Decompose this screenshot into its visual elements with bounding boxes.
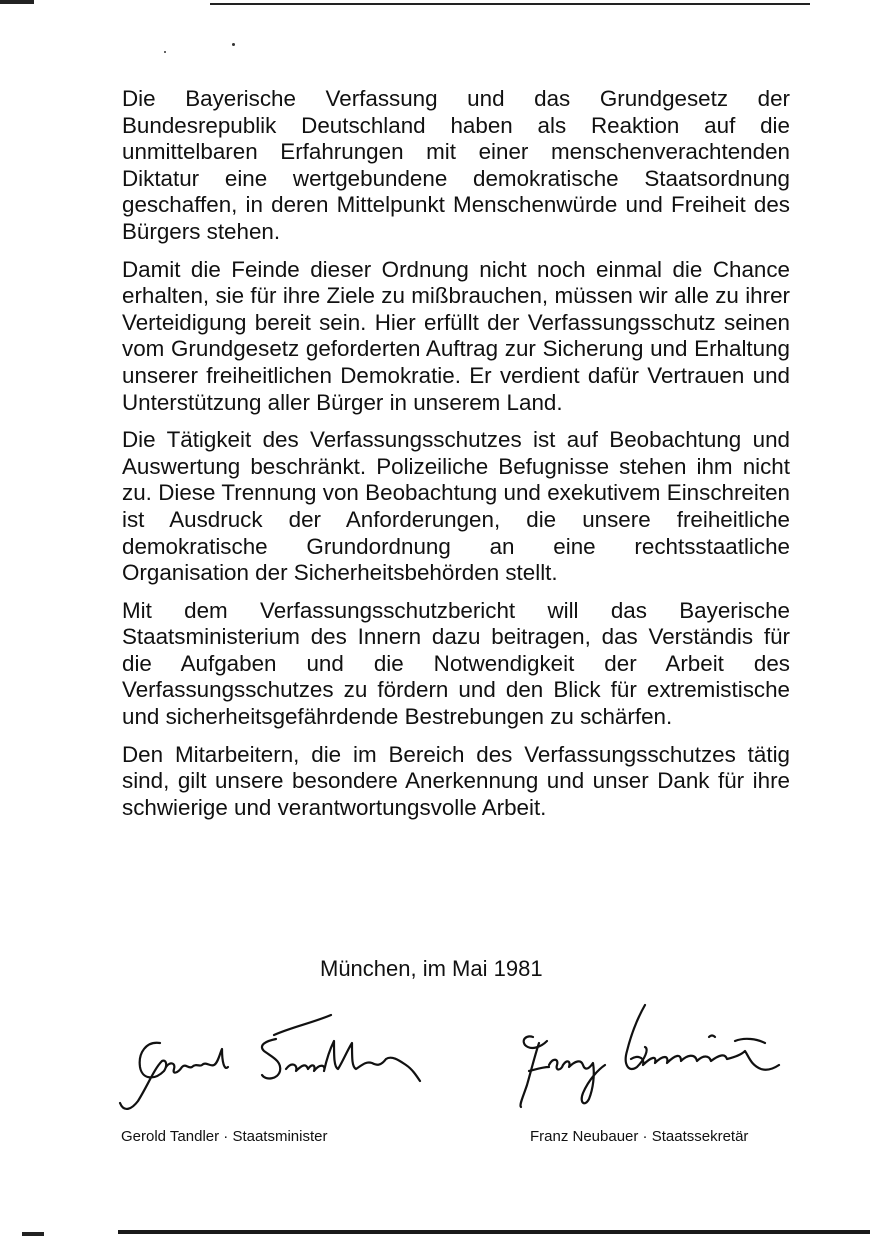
signature-franz-neubauer [505, 995, 795, 1115]
letter-body [122, 86, 790, 832]
paragraph: Den Mitarbeitern, die im Bereich des Verfassungsschutzes tätig sind, gilt unsere besondere Anerkennung und unser Dank für ihre schwierige und verantwortungsvolle Arbeit. [122, 741, 790, 820]
top-rule [210, 3, 810, 5]
paragraph: Damit die Feinde dieser Ordnung nicht noch einmal die Chance erhalten, sie für ihre Ziele zu mißbrauchen, müssen wir alle zu ihrer Verteidigung bereit sein. Hier erfüllt der Verfassungsschutz seinen vom Grundgesetz geforderten Auftrag zur Sicherung und Erhaltung unserer freiheitlichen Demokratie. Er verdient dafür Vertrauen und Unterstützung aller Bürger in unserem Land. [122, 256, 790, 415]
scan-edge-mark [0, 0, 34, 4]
paragraph: Die Bayerische Verfassung und das Grundgesetz der Bundesrepublik Deutschland haben als Reaktion auf die unmittelbaren Erfahrungen mit einer menschenverachtenden Diktatur eine wertgebundene demokratische Staatsordnung geschaffen, in deren Mittelpunkt Menschenwürde und Freiheit des Bürgers stehen. [122, 86, 790, 244]
bottom-rule [118, 1230, 870, 1234]
scan-edge-mark [22, 1232, 44, 1236]
paragraph: Die Tätigkeit des Verfassungsschutzes ist auf Beobachtung und Auswertung beschränkt. Polizeiliche Befugnisse stehen ihm nicht zu. Diese Trennung von Beobachtung und exekutivem Einschreiten ist Ausdruck der Anforderungen, die unsere freiheitliche demokratische Grundordnung an eine rechtsstaatliche Organisation der Sicherheitsbehörden stellt. [122, 427, 790, 586]
signer-name-left: Gerold Tandler · Staatsminister [121, 1128, 328, 1145]
scan-speck [164, 51, 166, 53]
signer-name-right: Franz Neubauer · Staatssekretär [530, 1128, 749, 1145]
signature-gerold-tandler [116, 1005, 436, 1115]
paragraph: Mit dem Verfassungsschutzbericht will das Bayerische Staatsministerium des Innern dazu beitragen, das Verständis für die Aufgaben und die Notwendigkeit der Arbeit des Verfassungsschutzes zu fördern und den Blick für extremistische und sicherheitsgefährdende Bestrebungen zu schärfen. [122, 597, 790, 730]
scan-speck [232, 43, 235, 46]
place-date: München, im Mai 1981 [320, 956, 543, 981]
